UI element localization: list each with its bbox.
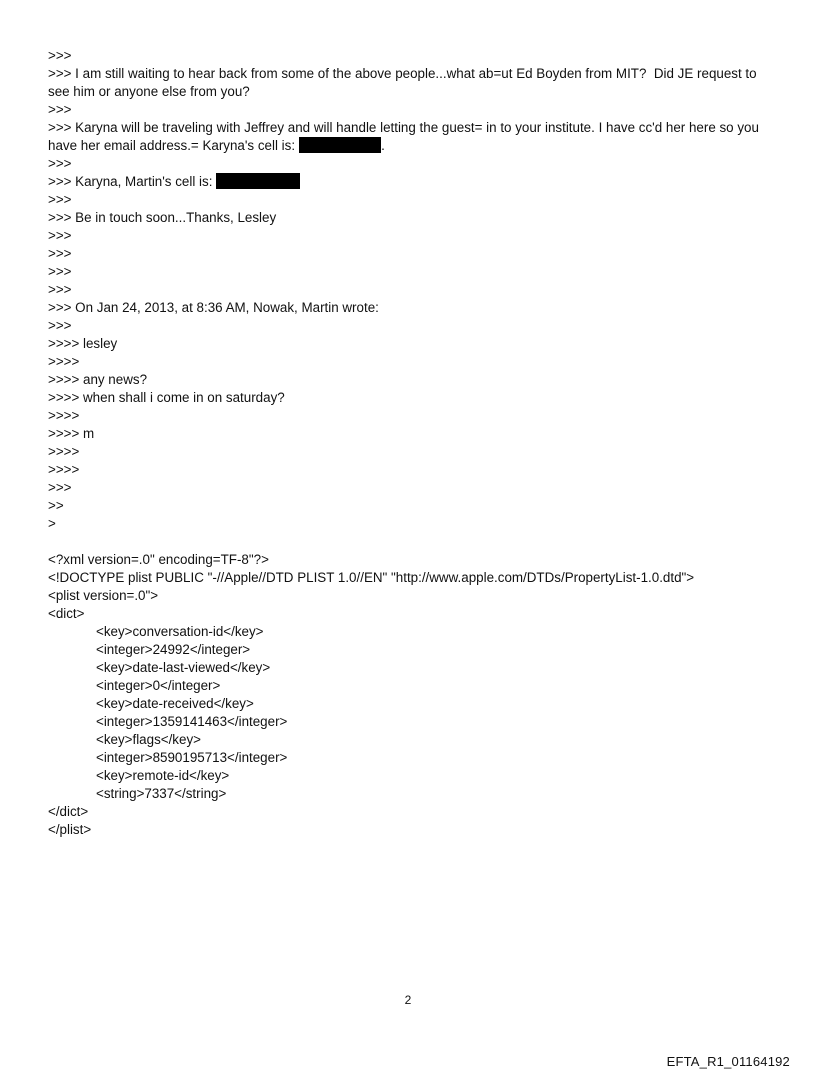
email-line: >>>: [48, 264, 72, 279]
blank-line: [48, 533, 778, 551]
plist-line: <dict>: [48, 606, 85, 621]
redaction-box: [216, 173, 300, 189]
email-line: >>>: [48, 48, 72, 63]
email-line: >>>>: [48, 408, 80, 423]
email-line: >>>>: [48, 462, 80, 477]
plist-line: <integer>1359141463</integer>: [96, 714, 288, 729]
email-line: >>>>: [48, 444, 80, 459]
email-line: [48, 119, 778, 155]
plist-line: <key>conversation-id</key>: [96, 624, 264, 639]
email-line: >>>: [48, 192, 72, 207]
email-line: >>>> lesley: [48, 336, 118, 351]
plist-line: <integer>8590195713</integer>: [96, 750, 288, 765]
email-line: >>>: [48, 318, 72, 333]
email-line: >>>: [48, 156, 72, 171]
email-line-text: .: [381, 138, 385, 153]
plist-line: <key>remote-id</key>: [96, 768, 230, 783]
email-line: [48, 173, 778, 191]
email-line: >>>: [48, 228, 72, 243]
plist-line: </dict>: [48, 804, 89, 819]
email-line: >>>: [48, 282, 72, 297]
page-number: 2: [404, 993, 412, 1007]
email-line: >>>: [48, 246, 72, 261]
plist-line: <plist version=.0">: [48, 588, 159, 603]
plist-line: <string>7337</string>: [96, 786, 227, 801]
email-line: >>>: [48, 102, 72, 117]
email-line: >: [48, 516, 56, 531]
plist-line: </plist>: [48, 822, 92, 837]
document-id: EFTA_R1_01164192: [666, 1054, 790, 1069]
plist-line: <key>date-last-viewed</key>: [96, 660, 271, 675]
email-line: >>> I am still waiting to hear back from some of the above people...what ab=ut Ed Boyden from MIT? Did JE request to see him or anyone else from you?: [48, 66, 761, 99]
plist-line: <integer>24992</integer>: [96, 642, 251, 657]
email-line: >>>>: [48, 354, 80, 369]
email-line: >>: [48, 498, 64, 513]
email-line: >>>: [48, 480, 72, 495]
email-line: >>> Be in touch soon...Thanks, Lesley: [48, 210, 277, 225]
redaction-box: [299, 137, 381, 153]
plist-line: <key>flags</key>: [96, 732, 201, 747]
email-line-text: >>> Karyna, Martin's cell is:: [48, 174, 213, 189]
email-line: >>>> m: [48, 426, 95, 441]
plist-line: <!DOCTYPE plist PUBLIC "-//Apple//DTD PLIST 1.0//EN" "http://www.apple.com/DTDs/PropertyList-1.0.dtd">: [48, 570, 695, 585]
plist-line: <key>date-received</key>: [96, 696, 254, 711]
email-line: >>> On Jan 24, 2013, at 8:36 AM, Nowak, Martin wrote:: [48, 300, 379, 315]
plist-line: <integer>0</integer>: [96, 678, 221, 693]
email-line: >>>> when shall i come in on saturday?: [48, 390, 285, 405]
email-line: >>>> any news?: [48, 372, 148, 387]
document-body: [48, 47, 778, 839]
email-line-text: >>> Karyna will be traveling with Jeffrey and will handle letting the guest= in to your institute. I have cc'd her here so you have her email address.= Karyna's cell is:: [48, 120, 763, 153]
plist-line: <?xml version=.0" encoding=TF-8"?>: [48, 552, 269, 567]
